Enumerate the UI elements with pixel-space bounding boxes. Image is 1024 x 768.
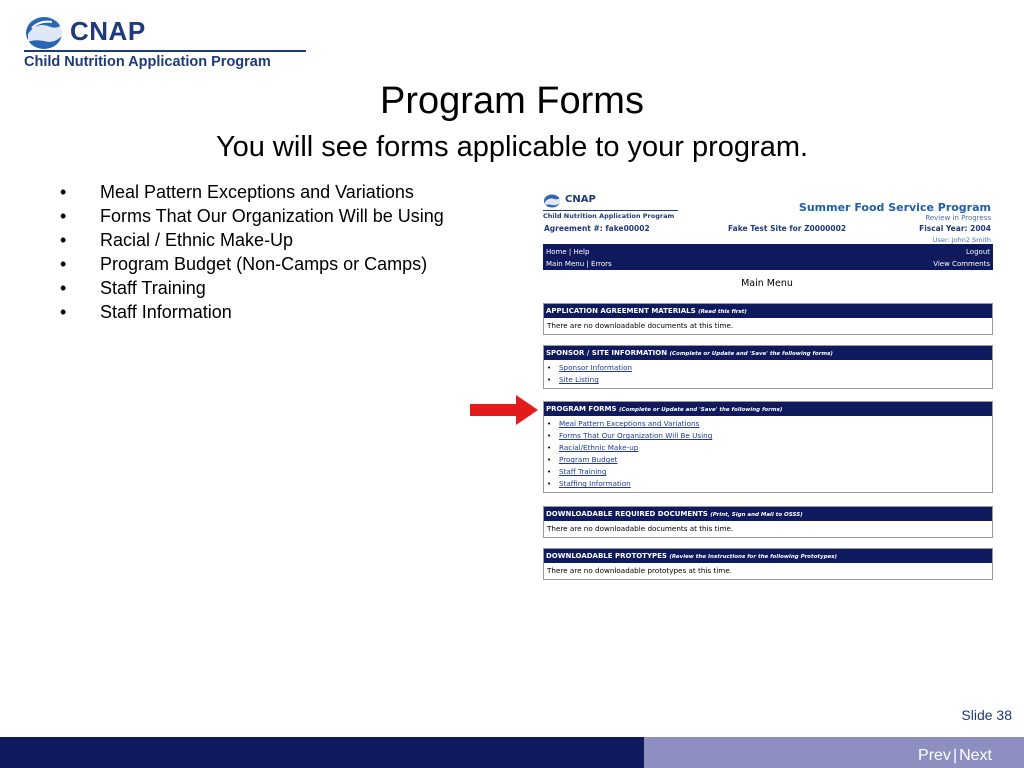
bullet-icon: • bbox=[60, 278, 67, 298]
bullet-icon: • bbox=[547, 432, 552, 440]
bullet-icon: • bbox=[60, 206, 67, 226]
mini-logo-wordmark: CNAP bbox=[565, 194, 596, 205]
logo-divider bbox=[24, 50, 306, 52]
bullet-text: Meal Pattern Exceptions and Variations bbox=[100, 182, 414, 202]
bullet-text: Forms That Our Organization Will be Using bbox=[100, 206, 444, 226]
app-nav-bar bbox=[543, 244, 993, 270]
globe-logo-icon bbox=[24, 14, 66, 50]
list-item bbox=[547, 418, 989, 430]
bullet-icon: • bbox=[547, 420, 552, 428]
nav-main-menu-errors-link[interactable]: Main Menu | Errors bbox=[546, 260, 612, 268]
program-title: Summer Food Service Program bbox=[798, 201, 991, 214]
section-note: (Print, Sign and Mail to OSSS) bbox=[710, 512, 803, 518]
slide-title: Program Forms bbox=[380, 80, 644, 122]
forms-organization-link[interactable]: Forms That Our Organization Will Be Using bbox=[559, 431, 713, 440]
nav-separator: | bbox=[952, 747, 958, 764]
list-item bbox=[547, 454, 989, 466]
section-program-forms bbox=[543, 401, 993, 493]
bullet-icon: • bbox=[547, 444, 552, 452]
list-item bbox=[547, 362, 989, 374]
racial-ethnic-link[interactable]: Racial/Ethnic Make-up bbox=[559, 443, 639, 452]
bullet-icon: • bbox=[60, 230, 67, 250]
next-link[interactable]: Next bbox=[959, 747, 992, 764]
bullet-icon: • bbox=[547, 376, 552, 384]
site-name: Fake Test Site for Z0000002 bbox=[728, 224, 847, 233]
logo-subtitle: Child Nutrition Application Program bbox=[24, 54, 271, 70]
user-name: User: John2 Smith bbox=[932, 236, 991, 244]
bullet-icon: • bbox=[547, 364, 552, 372]
section-empty-text: There are no downloadable prototypes at this time. bbox=[547, 566, 732, 575]
program-budget-link[interactable]: Program Budget bbox=[559, 455, 618, 464]
mini-logo-subtitle: Child Nutrition Application Program bbox=[543, 212, 675, 220]
list-item bbox=[547, 466, 989, 478]
list-item bbox=[547, 442, 989, 454]
bullet-text: Staff Information bbox=[100, 302, 232, 322]
section-header bbox=[544, 304, 992, 318]
embedded-screenshot bbox=[541, 192, 993, 584]
bullet-icon: • bbox=[547, 480, 552, 488]
bullet-text: Program Budget (Non-Camps or Camps) bbox=[100, 254, 428, 274]
bullet-text: Staff Training bbox=[100, 278, 206, 298]
bullet-icon: • bbox=[60, 182, 67, 202]
section-note: (Complete or Update and 'Save' the following forms) bbox=[669, 351, 833, 357]
section-header bbox=[544, 346, 992, 360]
section-sponsor-site bbox=[543, 345, 993, 389]
prev-link[interactable]: Prev bbox=[918, 747, 951, 764]
section-title: SPONSOR / SITE INFORMATION bbox=[546, 349, 668, 357]
list-item bbox=[547, 374, 989, 386]
section-note: (Read this first) bbox=[698, 309, 747, 315]
section-header bbox=[544, 549, 992, 563]
section-header bbox=[544, 402, 992, 416]
status-text: Review in Progress bbox=[925, 214, 991, 222]
mini-logo-divider bbox=[543, 210, 678, 211]
list-item bbox=[547, 478, 989, 490]
main-menu-heading: Main Menu bbox=[741, 278, 793, 289]
section-header bbox=[544, 507, 992, 521]
section-prototypes bbox=[543, 548, 993, 580]
sponsor-information-link[interactable]: Sponsor Information bbox=[559, 363, 633, 372]
nav-view-comments-link[interactable]: View Comments bbox=[933, 260, 990, 268]
section-title: DOWNLOADABLE REQUIRED DOCUMENTS bbox=[546, 510, 708, 518]
section-body bbox=[544, 416, 992, 492]
section-body bbox=[544, 521, 992, 537]
mini-globe-icon bbox=[543, 194, 561, 208]
section-note: (Complete or Update and 'Save' the following forms) bbox=[619, 407, 783, 413]
footer-bar-left bbox=[0, 737, 644, 768]
mini-cnap-logo bbox=[543, 194, 683, 224]
section-empty-text: There are no downloadable documents at this time. bbox=[547, 524, 734, 533]
list-item bbox=[547, 430, 989, 442]
section-required-documents bbox=[543, 506, 993, 538]
fiscal-year: Fiscal Year: 2004 bbox=[919, 224, 991, 233]
staff-training-link[interactable]: Staff Training bbox=[559, 467, 607, 476]
bullet-icon: • bbox=[60, 302, 67, 322]
section-body bbox=[544, 563, 992, 579]
section-body bbox=[544, 318, 992, 334]
bullet-text: Racial / Ethnic Make-Up bbox=[100, 230, 294, 250]
slide-number: Slide 38 bbox=[961, 707, 1012, 723]
section-note: (Review the Instructions for the following Prototypes) bbox=[669, 554, 838, 560]
section-application-agreement bbox=[543, 303, 993, 335]
agreement-number: Agreement #: fake00002 bbox=[544, 224, 650, 233]
pointer-arrow-icon bbox=[470, 395, 538, 425]
section-body bbox=[544, 360, 992, 388]
section-title: DOWNLOADABLE PROTOTYPES bbox=[546, 552, 667, 560]
section-empty-text: There are no downloadable documents at this time. bbox=[547, 321, 734, 330]
meal-pattern-link[interactable]: Meal Pattern Exceptions and Variations bbox=[559, 419, 700, 428]
logo-wordmark: CNAP bbox=[70, 16, 146, 46]
site-listing-link[interactable]: Site Listing bbox=[559, 375, 599, 384]
slide-subtitle: You will see forms applicable to your program. bbox=[215, 131, 809, 163]
bullet-icon: • bbox=[547, 468, 552, 476]
section-title: APPLICATION AGREEMENT MATERIALS bbox=[546, 307, 696, 315]
nav-logout-link[interactable]: Logout bbox=[966, 248, 990, 256]
nav-home-help-link[interactable]: Home | Help bbox=[546, 248, 590, 256]
bullet-icon: • bbox=[547, 456, 552, 464]
bullet-icon: • bbox=[60, 254, 67, 274]
footer-navigation bbox=[918, 747, 992, 765]
cnap-logo bbox=[22, 14, 306, 72]
section-title: PROGRAM FORMS bbox=[546, 405, 617, 413]
staffing-information-link[interactable]: Staffing Information bbox=[559, 479, 631, 488]
